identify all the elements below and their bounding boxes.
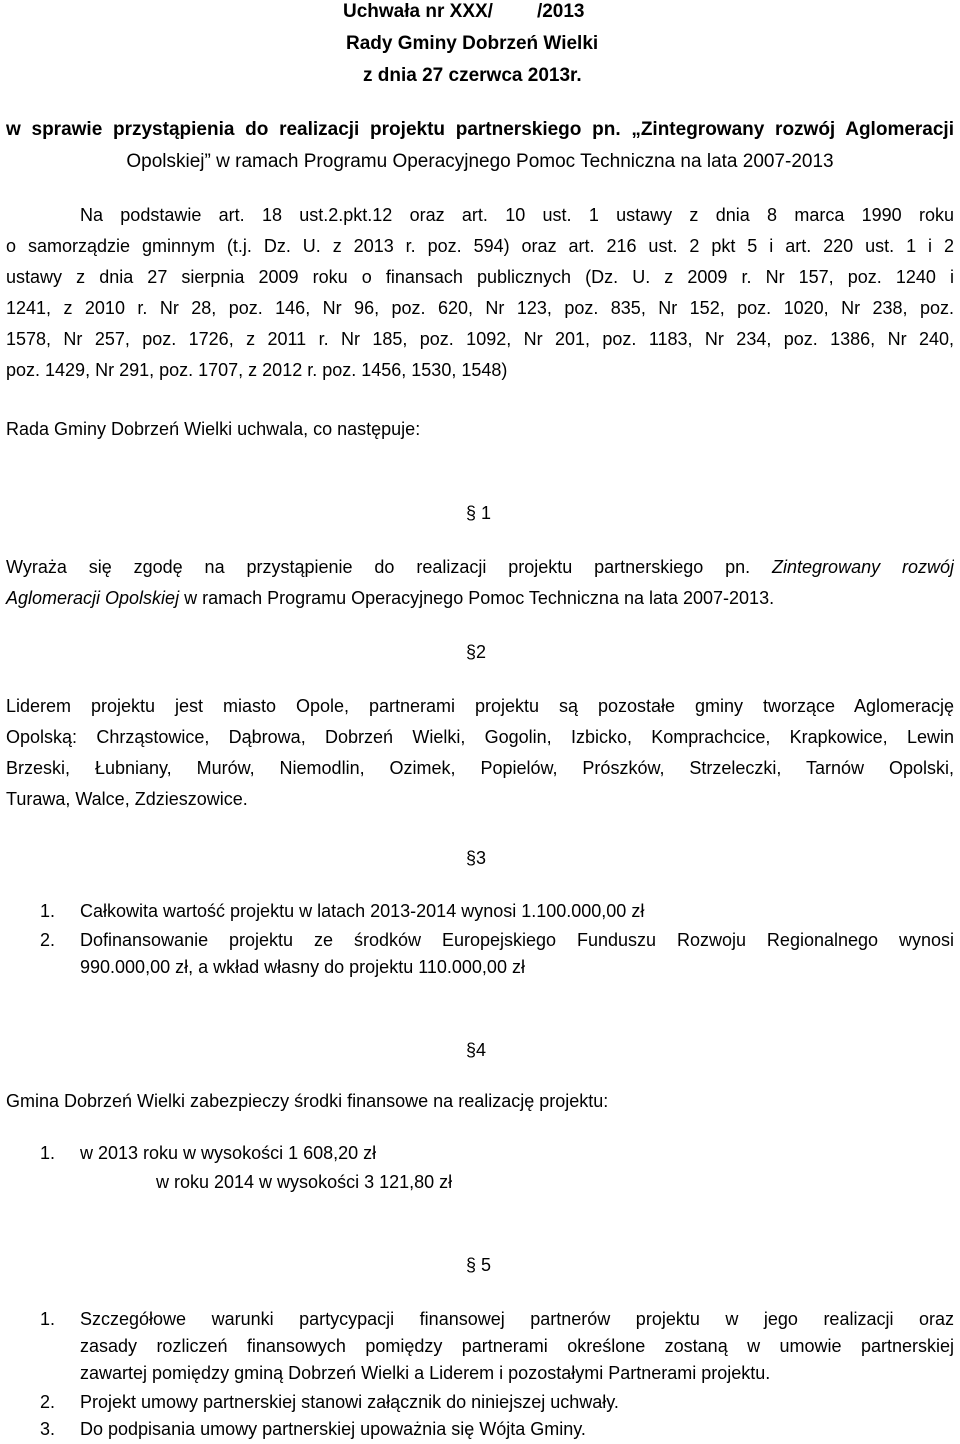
preamble-line-2: o samorządzie gminnym (t.j. Dz. U. z 2013 r. poz. 594) oraz art. 216 ust. 2 pkt 5 i art. 220 ust. 1 i 2 <box>6 236 954 256</box>
resolution-number-year: /2013 <box>536 1 585 22</box>
subject-line-1: w sprawie przystąpienia do realizacji projektu partnerskiego pn. „Zintegrowany rozwój Aglomeracji <box>6 119 954 140</box>
section-3-item-2-line-2: 990.000,00 zł, a wkład własny do projektu 110.000,00 zł <box>80 957 525 977</box>
section-5-item-3: Do podpisania umowy partnerskiej upoważnia się Wójta Gminy. <box>80 1419 586 1439</box>
council-name: Rady Gminy Dobrzeń Wielki <box>346 33 599 54</box>
section-4-intro: Gmina Dobrzeń Wielki zabezpieczy środki finansowe na realizację projektu: <box>6 1091 609 1111</box>
resolution-date: z dnia 27 czerwca 2013r. <box>363 65 582 86</box>
section-1-text: Wyraża się zgodę na przystąpienie do realizacji projektu partnerskiego pn. <box>6 557 751 577</box>
section-1-line-1 <box>6 555 954 579</box>
preamble-line-5: 1578, Nr 257, poz. 1726, z 2011 r. Nr 185, poz. 1092, Nr 201, poz. 1183, Nr 234, poz. 1386, Nr 240, <box>6 329 954 349</box>
section-3-item-2-number: 2. <box>40 930 56 950</box>
section-1-text-end: w ramach Programu Operacyjnego Pomoc Techniczna na lata 2007-2013. <box>179 588 775 608</box>
resolution-number <box>343 0 585 24</box>
section-3-item-2-line-1: Dofinansowanie projektu ze środków Europejskiego Funduszu Rozwoju Regionalnego wynosi <box>80 930 954 950</box>
section-3-item-1-number: 1. <box>40 901 56 921</box>
project-name-part-1: Zintegrowany rozwój <box>772 557 954 577</box>
section-5-mark: § 5 <box>466 1255 492 1275</box>
resolution-number-prefix: Uchwała nr XXX/ <box>343 1 493 22</box>
section-3-item-1: Całkowita wartość projektu w latach 2013-2014 wynosi 1.100.000,00 zł <box>80 901 645 921</box>
section-5-item-1-line-2: zasady rozliczeń finansowych pomiędzy partnerami określone zostaną w umowie partnerskiej <box>80 1336 954 1356</box>
subject-line-2: Opolskiej” w ramach Programu Operacyjnego Pomoc Techniczna na lata 2007-2013 <box>126 151 834 172</box>
section-2-line-2: Opolską: Chrząstowice, Dąbrowa, Dobrzeń Wielki, Gogolin, Izbicko, Komprachcice, Krapkowice, Lewin <box>6 727 954 747</box>
preamble-line-1: Na podstawie art. 18 ust.2.pkt.12 oraz art. 10 ust. 1 ustawy z dnia 8 marca 1990 roku <box>80 205 954 225</box>
section-5-item-2: Projekt umowy partnerskiej stanowi załącznik do niniejszej uchwały. <box>80 1392 619 1412</box>
section-4-mark: §4 <box>466 1040 487 1060</box>
section-5-item-1-number: 1. <box>40 1309 56 1329</box>
project-name-part-2: Aglomeracji Opolskiej <box>6 588 180 608</box>
section-5-item-1-line-1: Szczegółowe warunki partycypacji finansowej partnerów projektu w jego realizacji oraz <box>80 1309 954 1329</box>
preamble-line-3: ustawy z dnia 27 sierpnia 2009 roku o finansach publicznych (Dz. U. z 2009 r. Nr 157, poz. 1240 i <box>6 267 954 287</box>
section-5-item-1-line-3: zawartej pomiędzy gminą Dobrzeń Wielki a Liderem i pozostałymi Partnerami projektu. <box>80 1363 771 1383</box>
section-5-item-3-number: 3. <box>40 1419 56 1439</box>
section-2-mark: §2 <box>466 642 487 662</box>
section-2-line-4: Turawa, Walce, Zdzieszowice. <box>6 789 248 809</box>
section-2-line-1: Liderem projektu jest miasto Opole, partnerami projektu są pozostałe gminy tworzące Aglomerację <box>6 696 954 716</box>
section-1-line-2 <box>6 586 774 610</box>
section-4-item-1-number: 1. <box>40 1143 56 1163</box>
section-1-mark: § 1 <box>466 503 492 523</box>
preamble-line-6: poz. 1429, Nr 291, poz. 1707, z 2012 r. poz. 1456, 1530, 1548) <box>6 360 508 380</box>
section-2-line-3: Brzeski, Łubniany, Murów, Niemodlin, Ozimek, Popielów, Prószków, Strzeleczki, Tarnów Opolski, <box>6 758 954 778</box>
section-5-item-2-number: 2. <box>40 1392 56 1412</box>
resolves-statement: Rada Gminy Dobrzeń Wielki uchwala, co następuje: <box>6 419 421 439</box>
section-4-item-1-line-1: w 2013 roku w wysokości 1 608,20 zł <box>80 1143 377 1163</box>
section-4-item-1-line-2: w roku 2014 w wysokości 3 121,80 zł <box>156 1172 453 1192</box>
preamble-line-4: 1241, z 2010 r. Nr 28, poz. 146, Nr 96, poz. 620, Nr 123, poz. 835, Nr 152, poz. 1020, Nr 238, poz. <box>6 298 954 318</box>
section-3-mark: §3 <box>466 848 487 868</box>
